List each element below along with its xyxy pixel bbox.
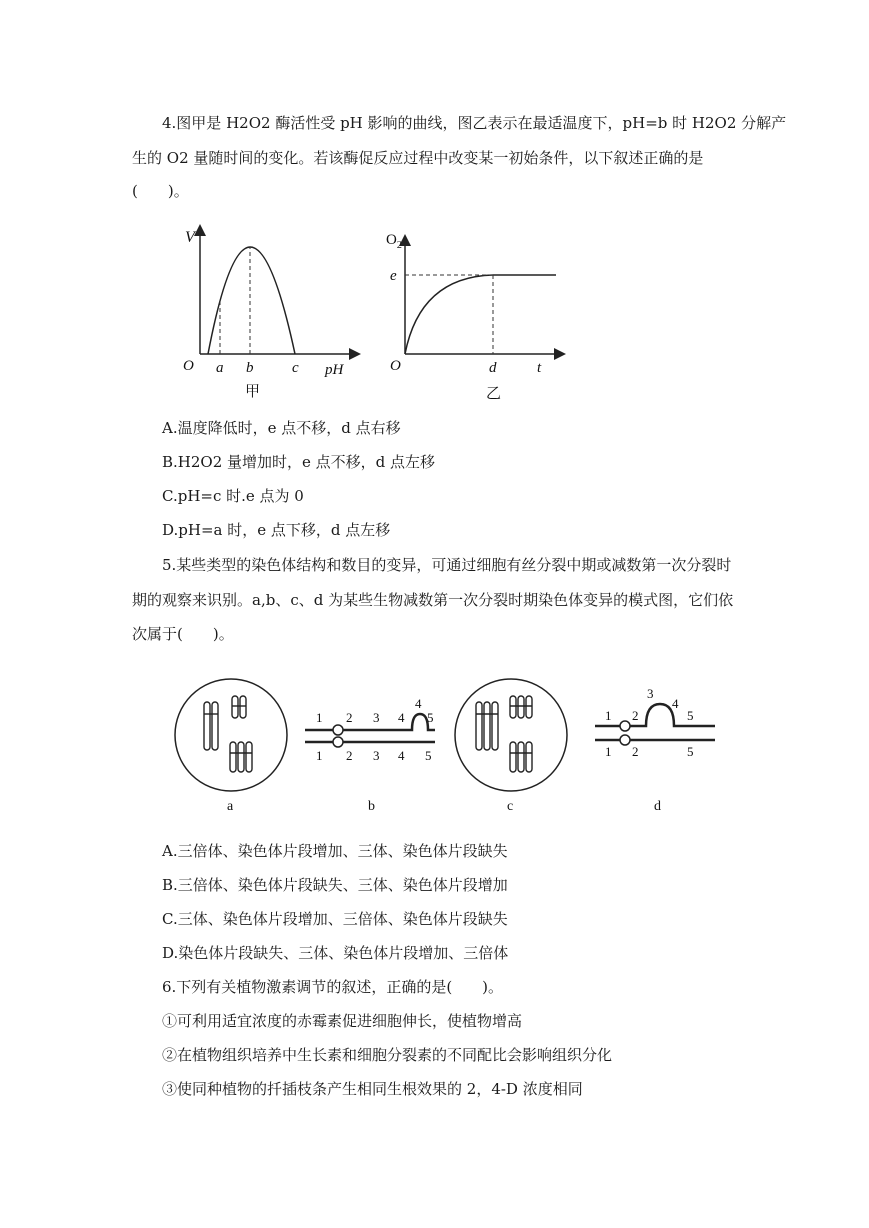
- d-top-5: 5: [687, 708, 694, 723]
- yi-mark-e: e: [390, 268, 397, 284]
- d-top-4: 4: [672, 696, 679, 711]
- q4-option-b: B.H2O2 量增加时，e 点不移，d 点左移: [162, 453, 436, 471]
- q6-item-1: ①可利用适宜浓度的赤霉素促进细胞伸长，使植物增高: [162, 1012, 523, 1030]
- b-top-2: 2: [346, 710, 353, 725]
- jia-curve: [208, 247, 295, 354]
- q6-item-3: ③使同种植物的扦插枝条产生相同生根效果的 2，4-D 浓度相同: [162, 1080, 583, 1098]
- d-bottom-2: 2: [632, 744, 639, 759]
- jia-origin: O: [183, 358, 194, 374]
- figure-label-c: c: [507, 799, 514, 814]
- jia-tick-b: b: [246, 360, 254, 376]
- q5-option-d: D.染色体片段缺失、三体、染色体片段增加、三倍体: [162, 944, 509, 962]
- q4-option-d: D.pH=a 时，e 点下移，d 点左移: [162, 521, 391, 539]
- figure-label-b: b: [368, 799, 375, 814]
- b-bottom-1: 1: [316, 748, 323, 763]
- q4-stem-line3: ( )。: [132, 182, 189, 200]
- q4-option-a: A.温度降低时，e 点不移，d 点右移: [162, 419, 401, 437]
- cell-c: [455, 679, 567, 791]
- figure-label-a: a: [227, 799, 234, 814]
- d-top-1: 1: [605, 708, 612, 723]
- figure-label-d: d: [654, 799, 661, 814]
- graph-jia: [175, 222, 365, 402]
- d-top-3: 3: [647, 686, 654, 701]
- jia-tick-c: c: [292, 360, 299, 376]
- b-bottom-2: 2: [346, 748, 353, 763]
- b-top-1: 1: [316, 710, 323, 725]
- cell-a: [175, 679, 287, 791]
- q5-option-b: B.三倍体、染色体片段缺失、三体、染色体片段增加: [162, 876, 508, 894]
- q4-stem-line1: 4.图甲是 H2O2 酶活性受 pH 影响的曲线，图乙表示在最适温度下，pH=b 时 H2O2 分解产: [162, 114, 787, 132]
- yi-caption: 乙: [486, 386, 502, 402]
- q4-option-c: C.pH=c 时.e 点为 0: [162, 487, 304, 505]
- b-top-4a: 4: [398, 710, 405, 725]
- b-top-4b: 4: [415, 696, 422, 711]
- b-top-3: 3: [373, 710, 380, 725]
- yi-origin: O: [390, 358, 401, 374]
- q6-item-2: ②在植物组织培养中生长素和细胞分裂素的不同配比会影响组织分化: [162, 1046, 613, 1064]
- b-bottom-3: 3: [373, 748, 380, 763]
- b-top-5: 5: [427, 710, 434, 725]
- d-bottom-5: 5: [687, 744, 694, 759]
- q5-stem-line3: 次属于( )。: [132, 625, 234, 643]
- jia-tick-a: a: [216, 360, 224, 376]
- yi-curve: [405, 275, 556, 354]
- chromosome-variation-figure: [170, 670, 730, 820]
- d-top-2: 2: [632, 708, 639, 723]
- b-bottom-5: 5: [425, 748, 432, 763]
- q5-stem-line2: 期的观察来识别。a,b、c、d 为某些生物减数第一次分裂时期染色体变异的模式图，它们依: [132, 591, 734, 609]
- d-bottom-1: 1: [605, 744, 612, 759]
- jia-x-label: pH: [325, 362, 344, 378]
- yi-x-label: t: [537, 360, 542, 376]
- graph-yi: [380, 222, 570, 402]
- yi-tick-d: d: [489, 360, 497, 376]
- jia-y-label: V: [185, 229, 195, 246]
- q5-option-c: C.三体、染色体片段增加、三倍体、染色体片段缺失: [162, 910, 508, 928]
- q6-stem: 6.下列有关植物激素调节的叙述，正确的是( )。: [162, 978, 504, 996]
- q5-option-a: A.三倍体、染色体片段增加、三体、染色体片段缺失: [162, 842, 508, 860]
- diagram-d: [595, 704, 715, 740]
- b-bottom-4: 4: [398, 748, 405, 763]
- q5-stem-line1: 5.某些类型的染色体结构和数目的变异，可通过细胞有丝分裂中期或减数第一次分裂时: [162, 556, 732, 574]
- diagram-b: [305, 714, 435, 742]
- jia-caption: 甲: [245, 384, 261, 400]
- yi-y-label: $O_2$: [386, 232, 402, 251]
- q4-stem-line2: 生的 O2 量随时间的变化。若该酶促反应过程中改变某一初始条件，以下叙述正确的是: [132, 149, 704, 167]
